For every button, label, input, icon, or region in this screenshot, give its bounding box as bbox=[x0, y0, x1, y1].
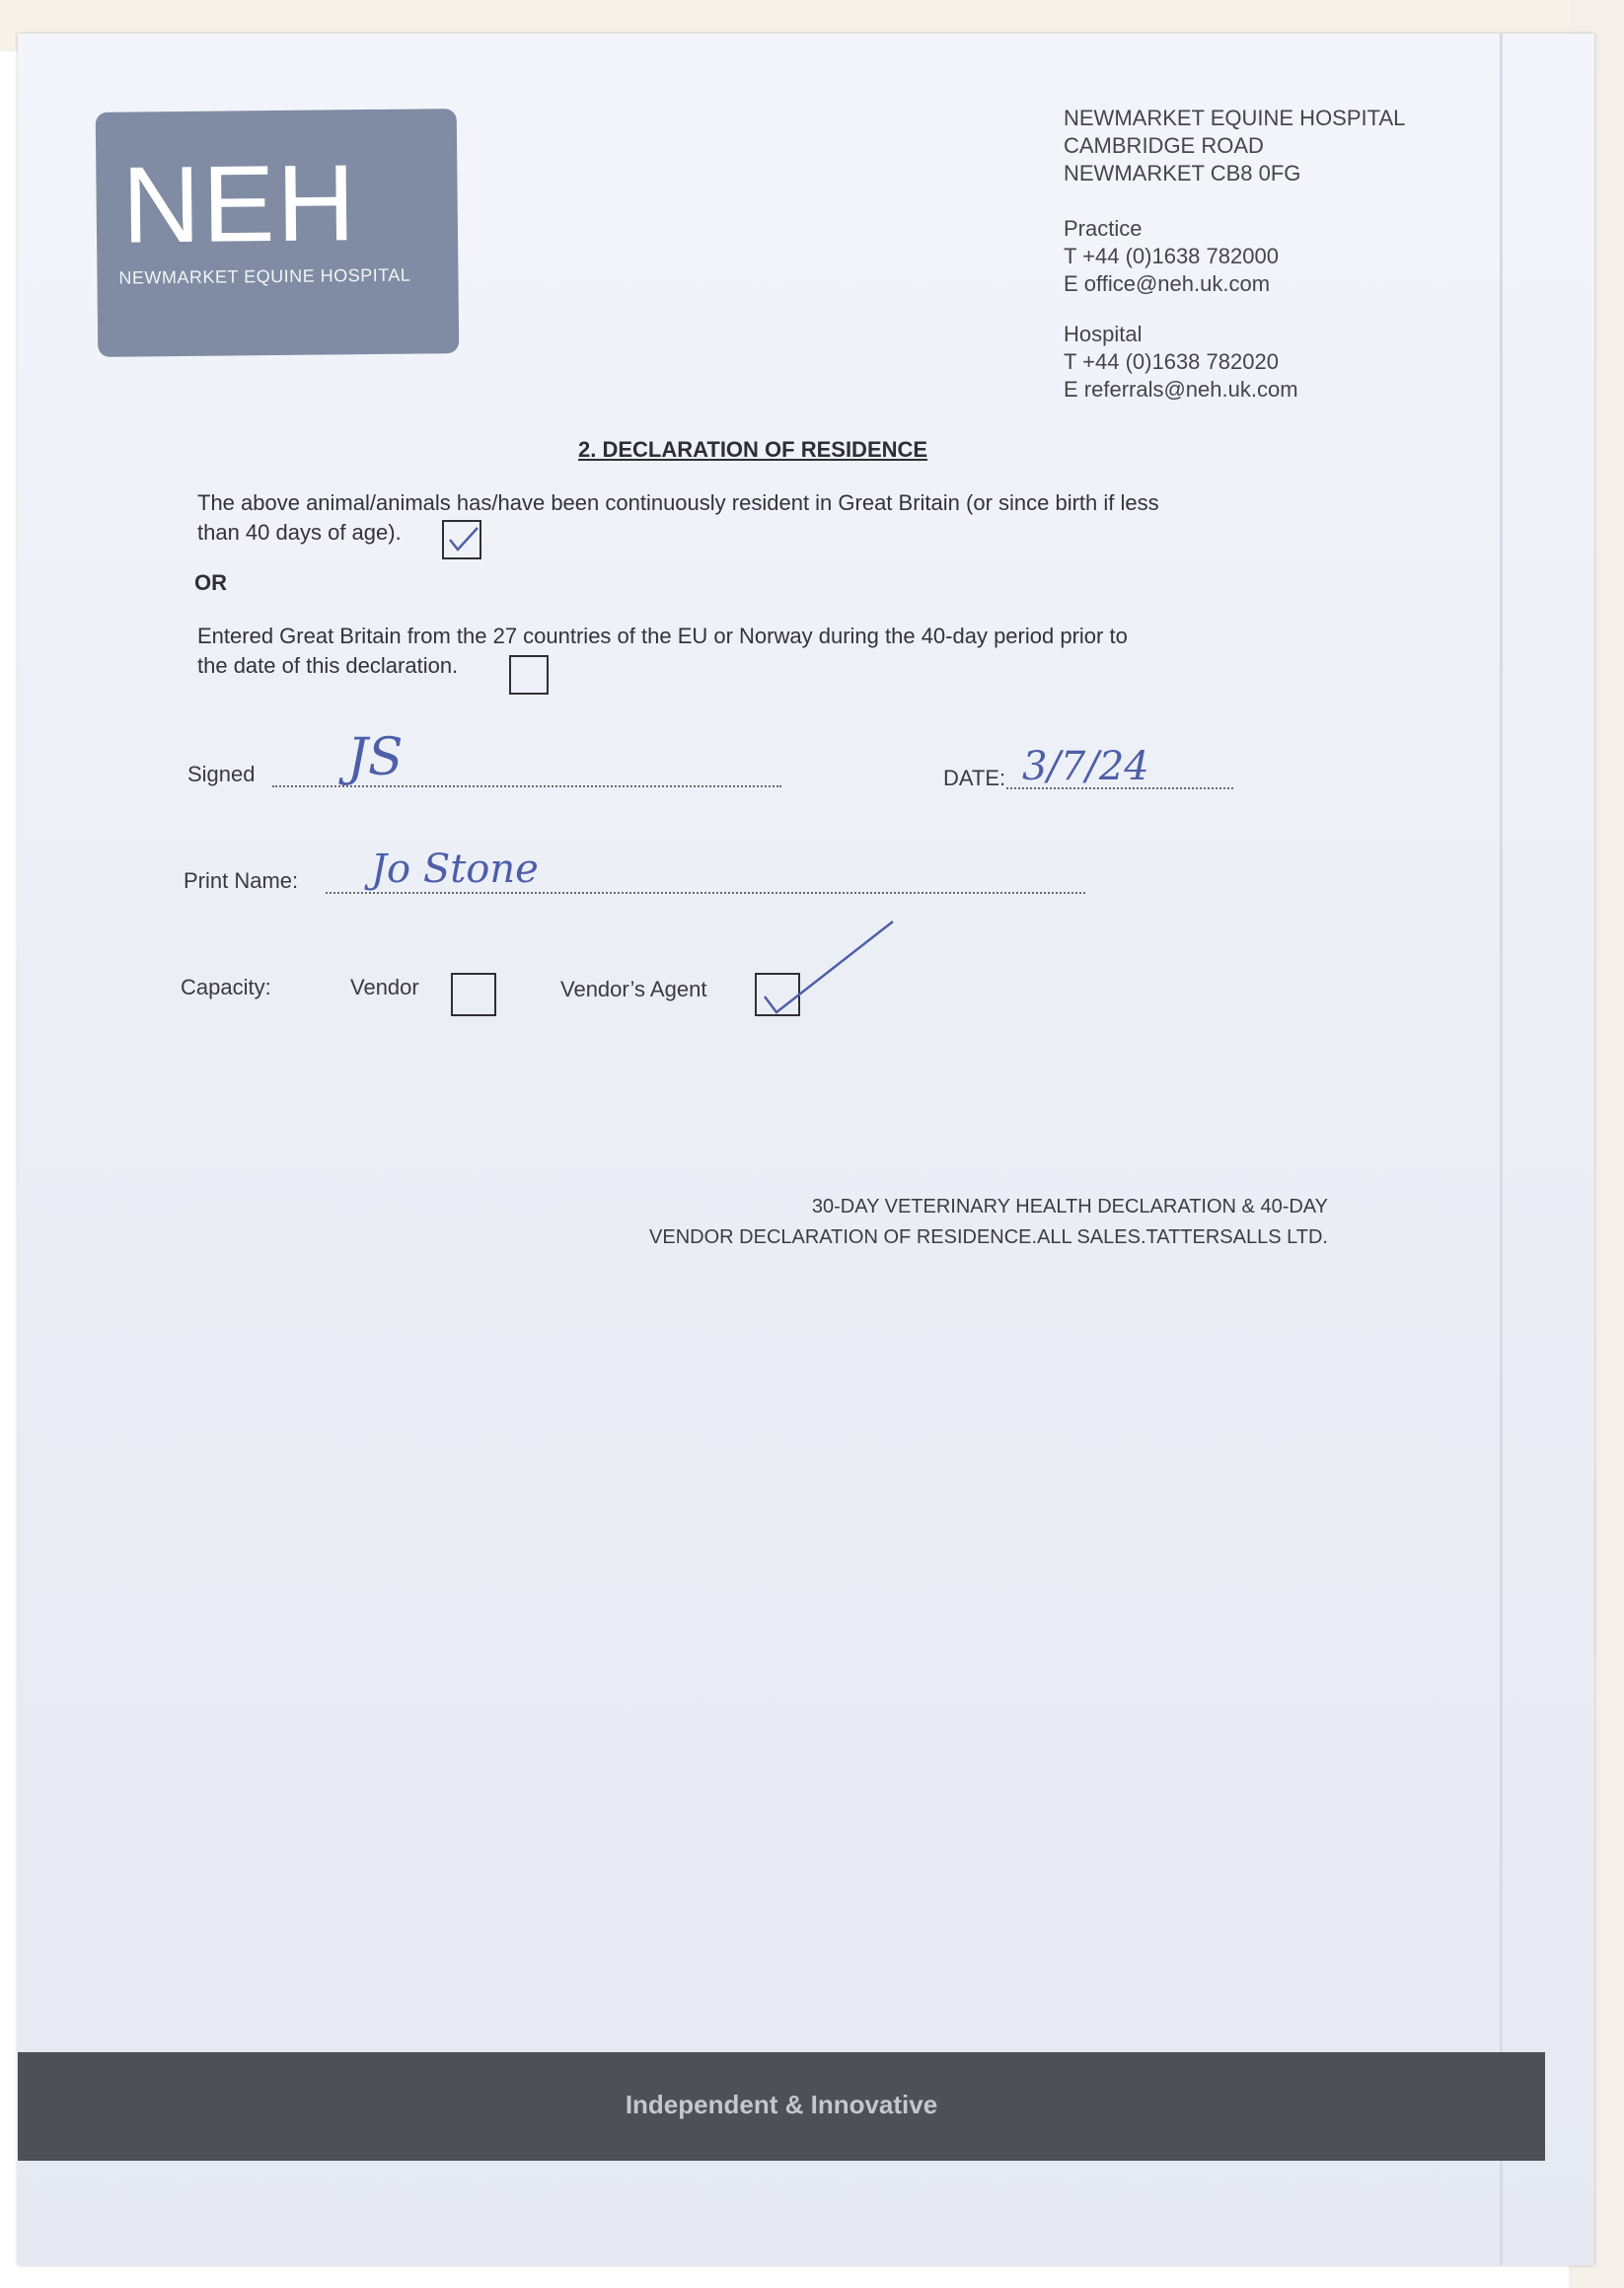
option1-line-1: The above animal/animals has/have been continuously resident in Great Britain (or since birth if less bbox=[197, 490, 1159, 515]
date-value[interactable]: 3/7/24 bbox=[1022, 744, 1149, 789]
address-line-3: NEWMARKET CB8 0FG bbox=[1064, 161, 1301, 185]
option1-line-2: than 40 days of age). bbox=[197, 520, 402, 545]
vendor-label: Vendor bbox=[350, 975, 419, 999]
option2-line-2: the date of this declaration. bbox=[197, 653, 459, 678]
capacity-label: Capacity: bbox=[181, 975, 271, 999]
hospital-phone: T +44 (0)1638 782020 bbox=[1064, 349, 1279, 374]
practice-email: E office@neh.uk.com bbox=[1064, 271, 1271, 296]
document-page bbox=[18, 34, 1594, 2265]
practice-contact bbox=[1064, 215, 1279, 298]
address-line-2: CAMBRIDGE ROAD bbox=[1064, 133, 1264, 158]
option2-line-1: Entered Great Britain from the 27 countries of the EU or Norway during the 40-day period prior to bbox=[197, 624, 1128, 648]
option2-checkbox[interactable] bbox=[509, 655, 549, 695]
print-name-line bbox=[326, 892, 1085, 894]
option1-checkbox[interactable] bbox=[442, 520, 481, 559]
vendor-agent-checkbox[interactable] bbox=[755, 973, 800, 1016]
date-label: DATE: bbox=[943, 766, 1006, 790]
print-name-value[interactable]: Jo Stone bbox=[371, 847, 539, 892]
logo-subtitle: NEWMARKET EQUINE HOSPITAL bbox=[118, 264, 411, 288]
print-name-label: Print Name: bbox=[184, 868, 299, 893]
checkmark-icon bbox=[442, 520, 481, 559]
option2-text bbox=[197, 622, 1128, 681]
hospital-label: Hospital bbox=[1064, 322, 1143, 346]
hospital-email: E referrals@neh.uk.com bbox=[1064, 377, 1298, 402]
practice-label: Practice bbox=[1064, 216, 1143, 241]
neh-logo bbox=[96, 109, 460, 357]
vendor-agent-label: Vendor’s Agent bbox=[560, 977, 707, 1001]
form-title-line-1: 30-DAY VETERINARY HEALTH DECLARATION & 40-DAY bbox=[811, 1196, 1328, 1218]
footer-bar bbox=[18, 2052, 1545, 2161]
or-label: OR bbox=[194, 570, 227, 595]
section-heading: 2. DECLARATION OF RESIDENCE bbox=[578, 437, 928, 462]
form-title-line-2: VENDOR DECLARATION OF RESIDENCE.ALL SALES.TATTERSALLS LTD. bbox=[649, 1226, 1328, 1248]
hospital-contact bbox=[1064, 321, 1298, 404]
logo-mark: NEH bbox=[121, 142, 358, 266]
address-line-1: NEWMARKET EQUINE HOSPITAL bbox=[1064, 106, 1406, 130]
vendor-checkbox[interactable] bbox=[451, 973, 496, 1016]
checkmark-icon bbox=[755, 918, 913, 1016]
address-block bbox=[1064, 105, 1405, 187]
option1-text bbox=[197, 488, 1159, 548]
page-fold-edge bbox=[1500, 34, 1503, 2265]
practice-phone: T +44 (0)1638 782000 bbox=[1064, 244, 1279, 268]
signed-label: Signed bbox=[187, 762, 256, 786]
signature-value[interactable]: JS bbox=[347, 728, 404, 787]
footer-tagline: Independent & Innovative bbox=[625, 2090, 938, 2119]
